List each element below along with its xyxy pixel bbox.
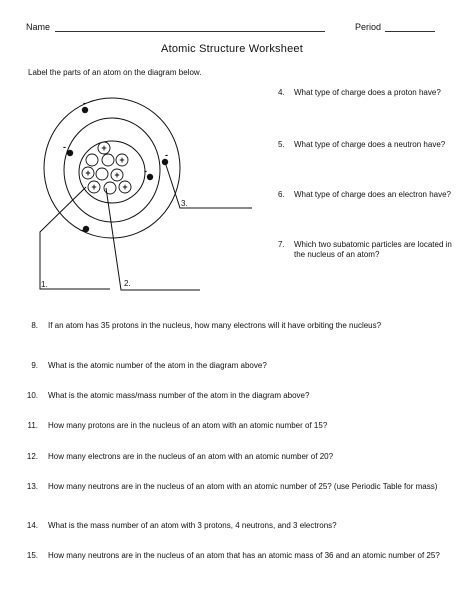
question-text: How many electrons are in the nucleus of an atom with an atomic number of 20? — [48, 452, 334, 461]
question-number: 12. — [26, 452, 38, 461]
question-text: Which two subatomic particles are located in the nucleus of an atom? — [294, 240, 452, 259]
nucleus-particle — [86, 154, 98, 166]
nucleus-particle — [104, 182, 116, 194]
proton-plus-sign: + — [119, 155, 125, 165]
name-label: Name — [26, 22, 51, 32]
question-number: 7. — [278, 240, 285, 249]
label-1-leader-line — [40, 187, 110, 289]
question-number: 6. — [278, 190, 285, 199]
question-number: 4. — [278, 88, 285, 97]
proton-plus-sign: + — [85, 168, 91, 178]
proton-plus-sign: + — [91, 182, 97, 192]
question-number: 5. — [278, 140, 285, 149]
question-number: 15. — [26, 551, 38, 560]
label-1-number: 1. — [41, 280, 48, 289]
question-text: What type of charge does an electron have? — [294, 190, 451, 199]
question-number: 8. — [31, 321, 38, 330]
label-3-number: 3. — [181, 199, 188, 208]
worksheet-title: Atomic Structure Worksheet — [161, 43, 303, 55]
question-text: What is the mass number of an atom with 3 protons, 4 neutrons, and 3 electrons? — [48, 521, 337, 530]
question-number: 11. — [27, 421, 38, 430]
question-text: How many protons are in the nucleus of an atom with an atomic number of 15? — [48, 421, 328, 430]
electron-minus-sign: - — [165, 150, 168, 160]
electron-dot — [67, 150, 73, 156]
question-text: If an atom has 35 protons in the nucleus, how many electrons will it have orbiting the nucleus? — [48, 321, 382, 330]
question-text: What is the atomic mass/mass number of the atom in the diagram above? — [48, 391, 310, 400]
electron-dot — [147, 174, 153, 180]
proton-plus-sign: + — [101, 143, 107, 153]
question-text: What is the atomic number of the atom in the diagram above? — [48, 361, 267, 370]
question-number: 10. — [26, 391, 38, 400]
diagram-instruction: Label the parts of an atom on the diagram below. — [28, 68, 202, 77]
electron-minus-sign: - — [81, 225, 84, 235]
nucleus-particle — [96, 168, 108, 180]
proton-plus-sign: + — [114, 170, 120, 180]
nucleus-particle — [102, 154, 114, 166]
electron-minus-sign: - — [144, 166, 147, 176]
label-2-number: 2. — [124, 279, 131, 288]
question-number: 9. — [31, 361, 38, 370]
question-text: How many neutrons are in the nucleus of an atom that has an atomic mass of 36 and an atomic number of 25? — [48, 551, 440, 560]
question-number: 14. — [26, 521, 38, 530]
proton-plus-sign: + — [122, 182, 128, 192]
electron-minus-sign: - — [83, 98, 86, 108]
question-text: What type of charge does a neutron have? — [294, 140, 446, 149]
question-number: 13. — [26, 482, 38, 491]
question-text: What type of charge does a proton have? — [294, 88, 441, 97]
electron-minus-sign: - — [63, 142, 66, 152]
period-label: Period — [355, 22, 382, 32]
question-text: How many neutrons are in the nucleus of an atom with an atomic number of 25? (use Periodic Table for mass) — [48, 482, 438, 491]
